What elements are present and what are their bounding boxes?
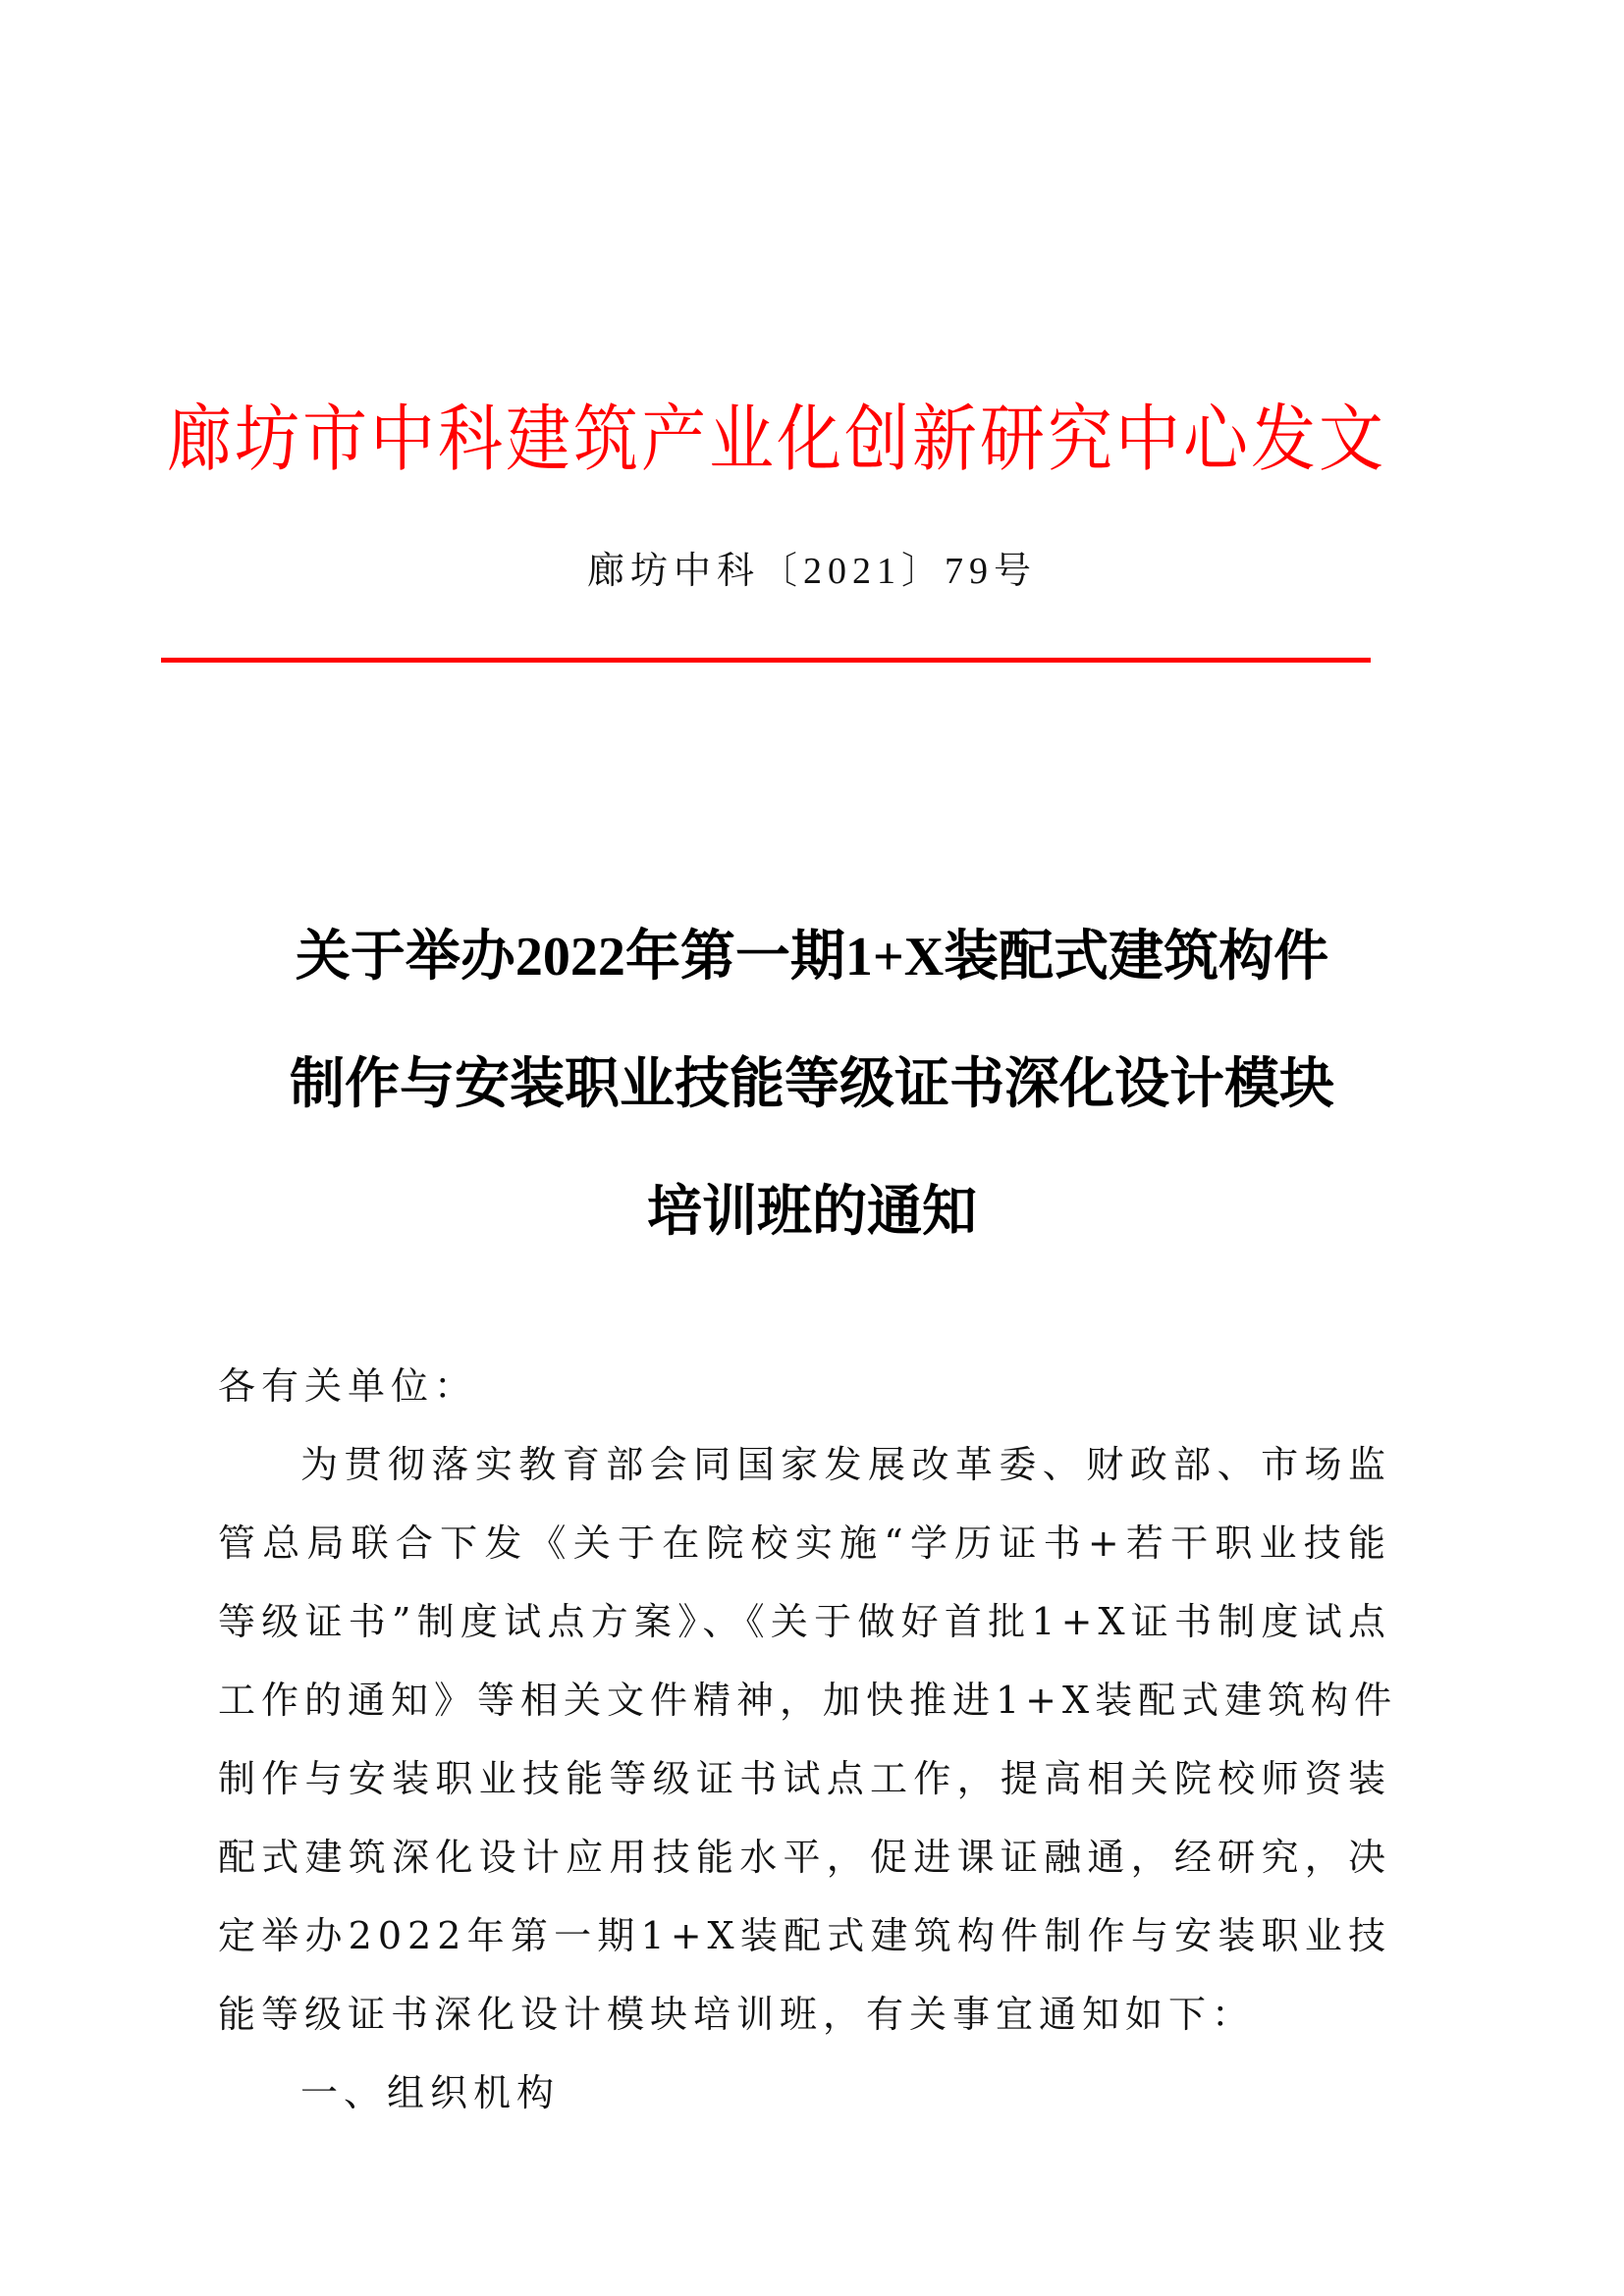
red-header-rule	[161, 658, 1371, 663]
section-heading: 一、组织机构	[300, 2071, 561, 2114]
paragraph-line: 制作与安装职业技能等级证书试点工作，提高相关院校师资装	[218, 1757, 1391, 1800]
paragraph-line: 定举办2022年第一期1+X装配式建筑构件制作与安装职业技	[218, 1914, 1391, 1957]
notice-title-line-3: 培训班的通知	[647, 1182, 977, 1243]
issuing-organization-title: 廊坊市中科建筑产业化创新研究中心发文	[167, 397, 1386, 482]
paragraph-line: 工作的通知》等相关文件精神，加快推进1+X装配式建筑构件	[218, 1679, 1398, 1722]
paragraph-line: 等级证书”制度试点方案》、《关于做好首批1+X证书制度试点	[218, 1600, 1391, 1643]
notice-title	[196, 893, 1428, 1276]
notice-title-line-2: 制作与安装职业技能等级证书深化设计模块	[290, 1054, 1334, 1115]
notice-title-line-1: 关于举办2022年第一期1+X装配式建筑构件	[295, 927, 1329, 988]
paragraph-line: 管总局联合下发《关于在院校实施“学历证书+若干职业技能	[218, 1522, 1391, 1565]
document-number: 廊坊中科〔2021〕79号	[586, 551, 1037, 592]
notice-body	[218, 1347, 1398, 2132]
paragraph-line: 能等级证书深化设计模块培训班，有关事宜通知如下：	[218, 1993, 1256, 2036]
paragraph-line: 为贯彻落实教育部会同国家发展改革委、财政部、市场监	[300, 1443, 1391, 1486]
paragraph-line: 配式建筑深化设计应用技能水平，促进课证融通，经研究，决	[218, 1836, 1391, 1879]
salutation: 各有关单位：	[218, 1364, 478, 1408]
